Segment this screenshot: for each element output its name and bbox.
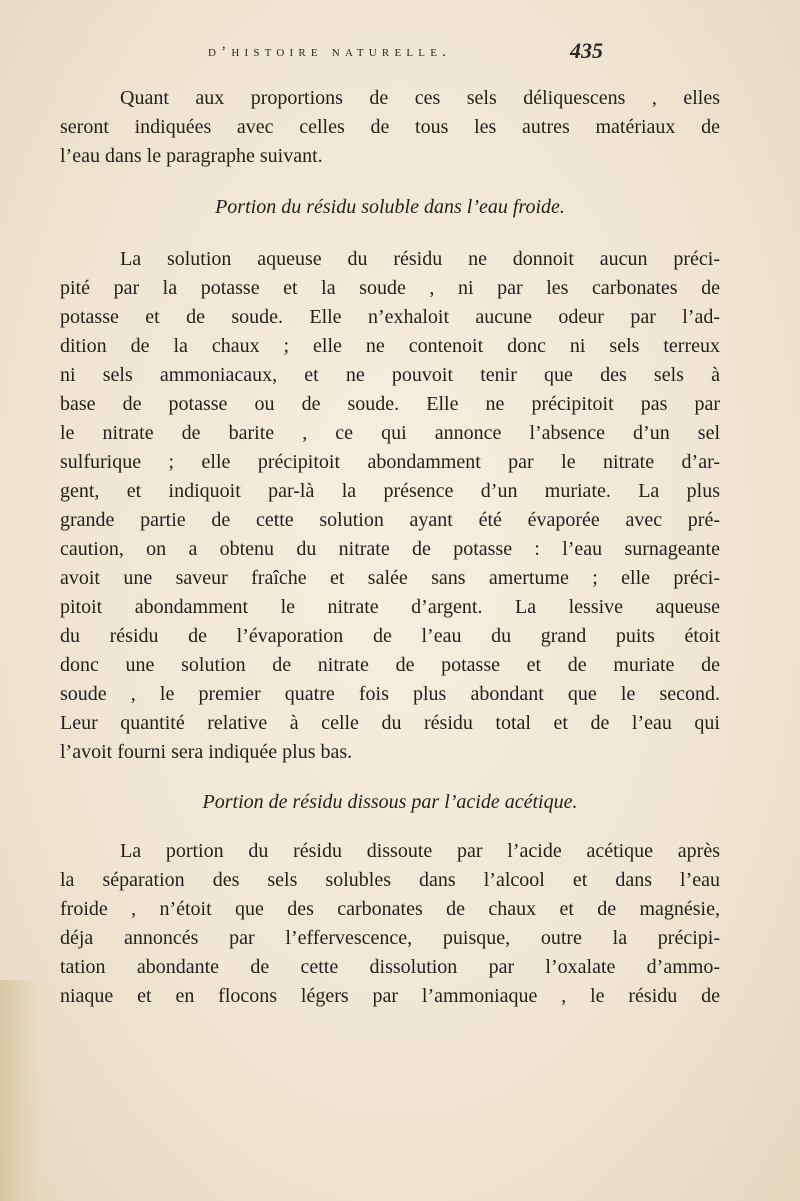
text-line: donc une solution de nitrate de potasse et de muriate de <box>60 654 720 676</box>
text-line: dition de la chaux ; elle ne contenoit donc ni sels terreux <box>60 335 720 357</box>
paragraph-3 <box>60 837 720 1011</box>
text-line: tation abondante de cette dissolution par l’oxalate d’ammo- <box>60 956 720 978</box>
text-line: l’eau dans le paragraphe suivant. <box>60 145 323 167</box>
text-line: Leur quantité relative à celle du résidu total et de l’eau qui <box>60 712 720 734</box>
page-stain <box>0 980 40 1201</box>
text-line: caution, on a obtenu du nitrate de potasse : l’eau surnageante <box>60 538 720 560</box>
text-line: potasse et de soude. Elle n’exhaloit aucune odeur par l’ad- <box>60 306 720 328</box>
text-line: l’avoit fourni sera indiquée plus bas. <box>60 741 353 763</box>
text-line: soude , le premier quatre fois plus abondant que le second. <box>60 683 720 705</box>
running-head: d’histoire naturelle. <box>208 44 452 60</box>
text-line: seront indiquées avec celles de tous les autres matériaux de <box>60 116 720 138</box>
text-line: pitoit abondamment le nitrate d’argent. La lessive aqueuse <box>60 596 720 618</box>
section-heading-acetic: Portion de résidu dissous par l’acide acétique. <box>202 791 578 813</box>
text-line: ni sels ammoniacaux, et ne pouvoit tenir que des sels à <box>60 364 720 386</box>
text-line: gent, et indiquoit par-là la présence d’un muriate. La plus <box>60 480 720 502</box>
text-line: base de potasse ou de soude. Elle ne précipitoit pas par <box>60 393 720 415</box>
text-line: sulfurique ; elle précipitoit abondamment par le nitrate d’ar- <box>60 451 720 473</box>
text-line: avoit une saveur fraîche et salée sans amertume ; elle préci- <box>60 567 720 589</box>
body-text <box>60 84 720 1011</box>
text-line: du résidu de l’évaporation de l’eau du grand puits étoit <box>60 625 720 647</box>
text-line: niaque et en flocons légers par l’ammoniaque , le résidu de <box>60 985 720 1007</box>
text-line: déja annoncés par l’effervescence, puisque, outre la précipi- <box>60 927 720 949</box>
text-line: La portion du résidu dissoute par l’acide acétique après <box>120 840 720 862</box>
text-line: La solution aqueuse du résidu ne donnoit aucun préci- <box>120 248 720 270</box>
text-line: Quant aux proportions de ces sels déliquescens , elles <box>120 87 720 109</box>
page-number: 435 <box>570 38 603 63</box>
text-line: grande partie de cette solution ayant été évaporée avec pré- <box>60 509 720 531</box>
text-line: le nitrate de barite , ce qui annonce l’absence d’un sel <box>60 422 720 444</box>
text-line: pité par la potasse et la soude , ni par les carbonates de <box>60 277 720 299</box>
paragraph-2 <box>60 245 720 767</box>
text-line: la séparation des sels solubles dans l’alcool et dans l’eau <box>60 869 720 891</box>
text-line: froide , n’étoit que des carbonates de chaux et de magnésie, <box>60 898 720 920</box>
paragraph-1 <box>60 84 720 171</box>
section-heading-soluble: Portion du résidu soluble dans l’eau froide. <box>215 196 565 218</box>
